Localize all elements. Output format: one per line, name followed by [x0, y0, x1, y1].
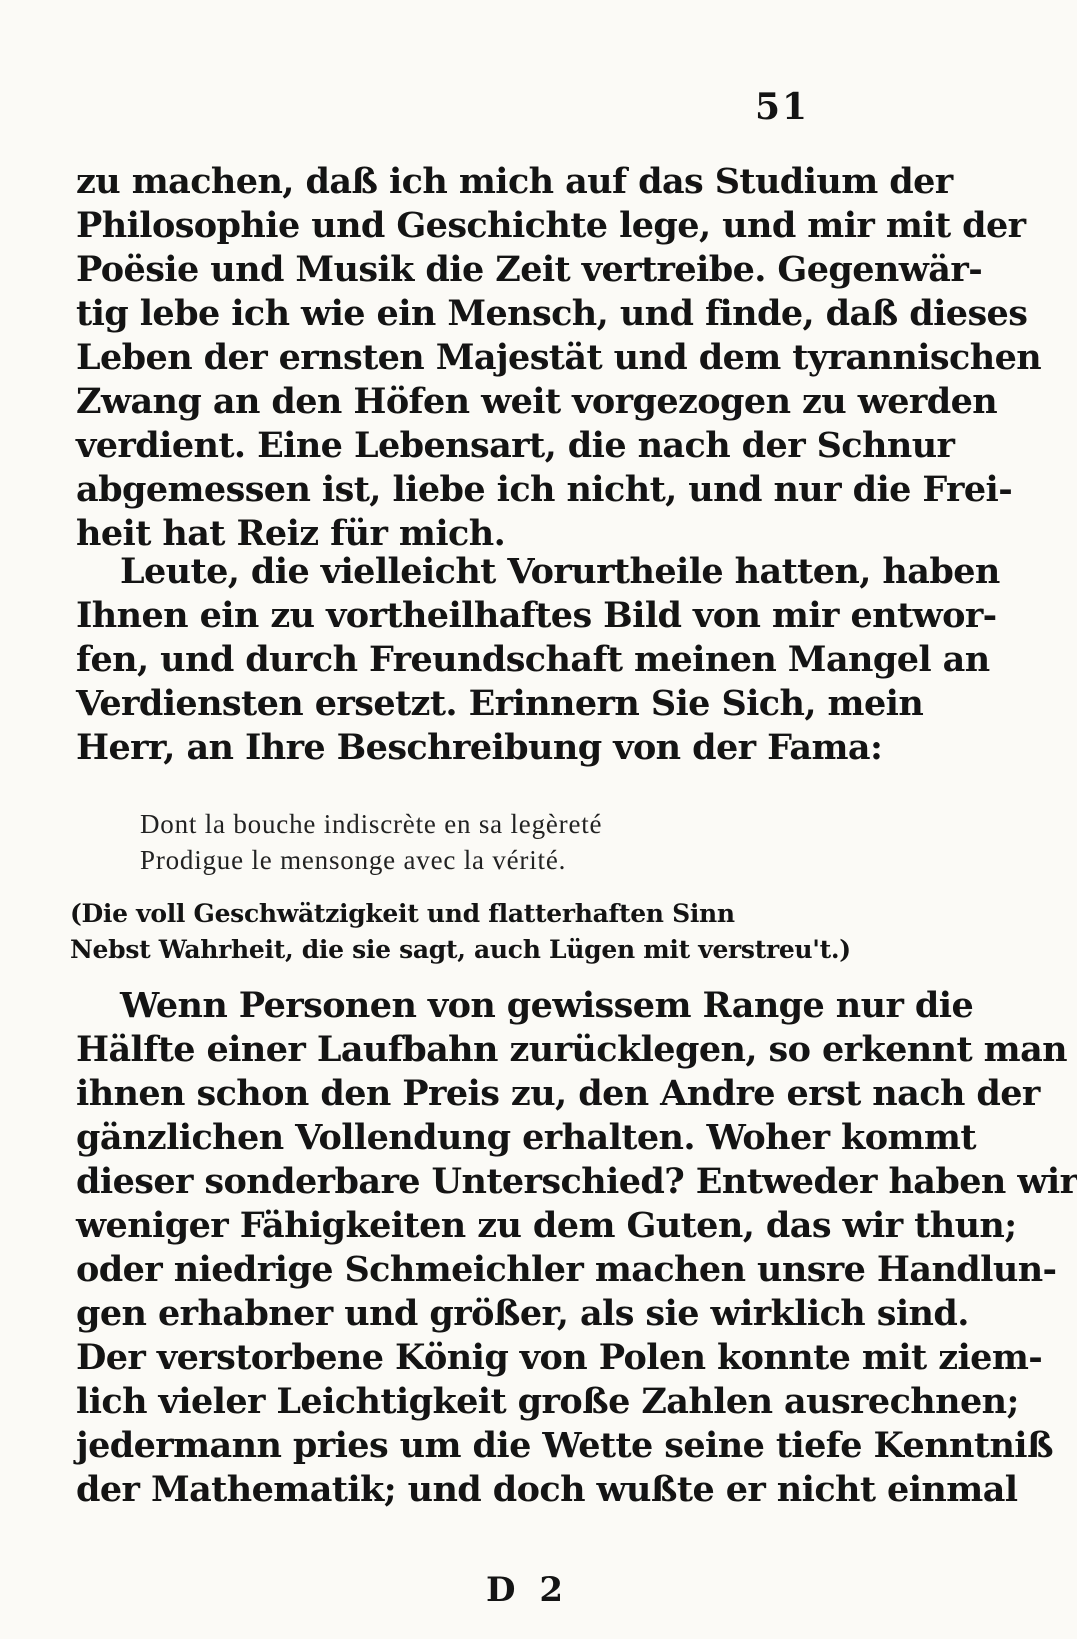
text-line: Ihnen ein zu vortheilhaftes Bild von mir entwor- [76, 595, 997, 636]
printer-signature-mark: D 2 [486, 1570, 569, 1610]
text-line: fen, und durch Freundschaft meinen Mangel an [76, 639, 990, 680]
german-translation [70, 896, 851, 968]
text-line: tig lebe ich wie ein Mensch, und finde, daß dieses [76, 293, 1028, 334]
page-number: 51 [755, 86, 810, 128]
translation-line: Nebst Wahrheit, die sie sagt, auch Lügen mit verstreu't.) [70, 935, 851, 964]
text-line: verdient. Eine Lebensart, die nach der Schnur [76, 425, 955, 466]
french-quote [140, 806, 740, 878]
text-line: Verdiensten ersetzt. Erinnern Sie Sich, mein [76, 683, 924, 724]
text-line: jedermann pries um die Wette seine tiefe Kenntniß [76, 1425, 1053, 1466]
text-line: Poësie und Musik die Zeit vertreibe. Gegenwär- [76, 249, 983, 290]
translation-line: (Die voll Geschwätzigkeit und flatterhaften Sinn [70, 899, 735, 928]
text-line: gänzlichen Vollendung erhalten. Woher kommt [76, 1117, 976, 1158]
text-line: weniger Fähigkeiten zu dem Guten, das wir thun; [76, 1205, 1017, 1246]
text-line: ihnen schon den Preis zu, den Andre erst nach der [76, 1073, 1040, 1114]
text-line: Leben der ernsten Majestät und dem tyrannischen [76, 337, 1042, 378]
quote-line: Prodigue le mensonge avec la vérité. [140, 845, 567, 875]
paragraph-1 [76, 160, 1042, 556]
text-line: abgemessen ist, liebe ich nicht, und nur die Frei- [76, 469, 1013, 510]
text-line: Der verstorbene König von Polen konnte mit ziem- [76, 1337, 1043, 1378]
text-line: lich vieler Leichtigkeit große Zahlen ausrechnen; [76, 1381, 1019, 1422]
paragraph-2 [76, 550, 1000, 770]
text-line: zu machen, daß ich mich auf das Studium der [76, 161, 953, 202]
paragraph-3 [76, 984, 1077, 1512]
text-line: Herr, an Ihre Beschreibung von der Fama: [76, 727, 883, 768]
text-line: oder niedrige Schmeichler machen unsre Handlun- [76, 1249, 1057, 1290]
text-line: Hälfte einer Laufbahn zurücklegen, so erkennt man [76, 1029, 1068, 1070]
text-line: gen erhabner und größer, als sie wirklich sind. [76, 1293, 969, 1334]
text-line: Leute, die vielleicht Vorurtheile hatten, haben [120, 551, 1000, 592]
text-line: Wenn Personen von gewissem Range nur die [120, 985, 974, 1026]
quote-line: Dont la bouche indiscrète en sa legèreté [140, 809, 603, 839]
text-line: Philosophie und Geschichte lege, und mir mit der [76, 205, 1026, 246]
text-line: dieser sonderbare Unterschied? Entweder haben wir [76, 1161, 1077, 1202]
text-line: heit hat Reiz für mich. [76, 513, 506, 554]
text-line: Zwang an den Höfen weit vorgezogen zu werden [76, 381, 998, 422]
text-line: der Mathematik; und doch wußte er nicht einmal [76, 1469, 1018, 1510]
